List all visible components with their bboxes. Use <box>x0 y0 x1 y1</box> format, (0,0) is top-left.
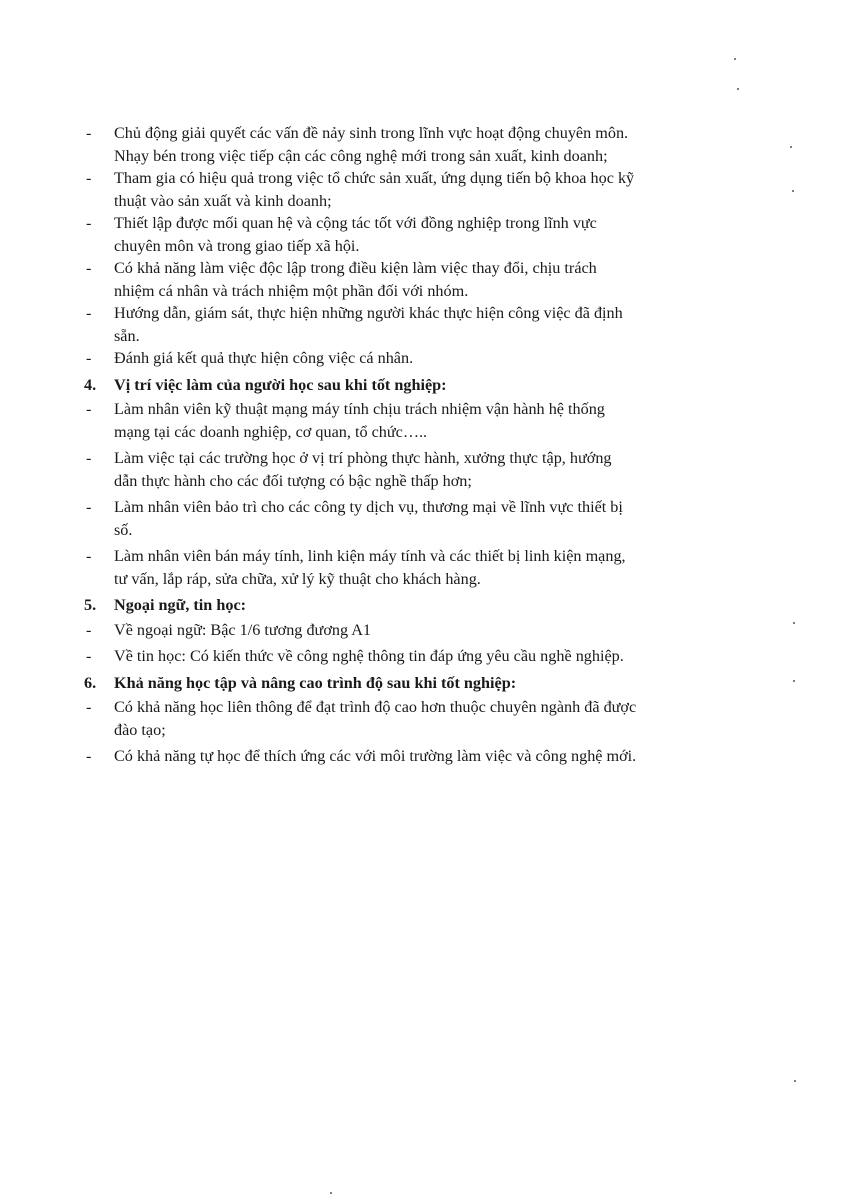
list-item <box>84 696 724 741</box>
section-number: 4. <box>84 375 97 394</box>
item-line: Nhạy bén trong việc tiếp cận các công nghệ mới trong sản xuất, kinh doanh; <box>114 146 608 165</box>
bullet-dash: - <box>86 214 92 232</box>
section-heading <box>84 672 724 695</box>
item-line: nhiệm cá nhân và trách nhiệm một phần đối với nhóm. <box>114 281 469 300</box>
item-line: sẵn. <box>114 326 140 345</box>
section-heading <box>84 374 724 397</box>
item-line: dẫn thực hành cho các đối tượng có bậc nghề thấp hơn; <box>114 471 472 490</box>
bullet-dash: - <box>86 498 92 516</box>
list-item <box>84 347 724 370</box>
bullet-dash: - <box>86 349 92 367</box>
item-line: Về ngoại ngữ: Bậc 1/6 tương đương A1 <box>114 620 371 639</box>
list-item <box>84 545 724 590</box>
bullet-dash: - <box>86 259 92 277</box>
list-item <box>84 257 724 302</box>
list-item <box>84 619 724 642</box>
section-title: Ngoại ngữ, tin học: <box>114 596 247 614</box>
item-line: Làm nhân viên bảo trì cho các công ty dịch vụ, thương mại về lĩnh vực thiết bị <box>114 498 623 516</box>
scan-speck <box>330 1192 332 1194</box>
item-line: Làm nhân viên bán máy tính, linh kiện máy tính và các thiết bị linh kiện mạng, <box>114 547 626 565</box>
item-line: Chủ động giải quyết các vấn đề nảy sinh trong lĩnh vực hoạt động chuyên môn. <box>114 124 629 142</box>
bullet-dash: - <box>86 304 92 322</box>
section-heading <box>84 594 724 617</box>
list-item <box>84 745 724 768</box>
document-body <box>84 122 724 768</box>
item-line: thuật vào sản xuất và kinh doanh; <box>114 191 332 210</box>
item-line: Tham gia có hiệu quả trong việc tổ chức sản xuất, ứng dụng tiến bộ khoa học kỹ <box>114 169 635 187</box>
item-line: Làm việc tại các trường học ở vị trí phòng thực hành, xưởng thực tập, hướng <box>114 449 612 467</box>
bullet-dash: - <box>86 698 92 716</box>
list-item <box>84 302 724 347</box>
bullet-dash: - <box>86 124 92 142</box>
list-item <box>84 645 724 668</box>
item-line: Hướng dẫn, giám sát, thực hiện những người khác thực hiện công việc đã định <box>114 304 623 322</box>
scan-speck <box>790 146 792 148</box>
item-line: Đánh giá kết quả thực hiện công việc cá nhân. <box>114 349 414 367</box>
bullet-dash: - <box>86 647 92 665</box>
item-line: tư vấn, lắp ráp, sửa chữa, xử lý kỹ thuật cho khách hàng. <box>114 569 481 588</box>
item-line: đào tạo; <box>114 720 166 739</box>
scan-speck <box>793 622 795 624</box>
item-line: số. <box>114 520 133 539</box>
item-line: Có khả năng làm việc độc lập trong điều kiện làm việc thay đổi, chịu trách <box>114 259 597 277</box>
item-line: Có khả năng học liên thông để đạt trình độ cao hơn thuộc chuyên ngành đã được <box>114 698 637 716</box>
bullet-dash: - <box>86 400 92 418</box>
bullet-dash: - <box>86 747 92 765</box>
item-line: chuyên môn và trong giao tiếp xã hội. <box>114 236 360 255</box>
item-line: mạng tại các doanh nghiệp, cơ quan, tổ chức….. <box>114 422 428 441</box>
list-item <box>84 122 724 167</box>
scan-speck <box>793 680 795 682</box>
bullet-dash: - <box>86 449 92 467</box>
bullet-dash: - <box>86 620 92 639</box>
scan-speck <box>792 190 794 192</box>
item-line: Về tin học: Có kiến thức về công nghệ thông tin đáp ứng yêu cầu nghề nghiệp. <box>114 647 624 665</box>
section-number: 5. <box>84 596 97 614</box>
list-item <box>84 496 724 541</box>
section-title: Khả năng học tập và nâng cao trình độ sau khi tốt nghiệp: <box>114 673 517 692</box>
list-item <box>84 167 724 212</box>
item-line: Thiết lập được mối quan hệ và cộng tác tốt với đồng nghiệp trong lĩnh vực <box>114 214 597 232</box>
item-line: Làm nhân viên kỹ thuật mạng máy tính chịu trách nhiệm vận hành hệ thống <box>114 400 605 418</box>
section-number: 6. <box>84 673 97 692</box>
scan-speck <box>734 58 736 60</box>
scan-speck <box>794 1080 796 1082</box>
scan-speck <box>737 88 739 90</box>
list-item <box>84 398 724 443</box>
bullet-dash: - <box>86 169 92 187</box>
item-line: Có khả năng tự học để thích ứng các với môi trường làm việc và công nghệ mới. <box>114 747 637 765</box>
list-item <box>84 447 724 492</box>
list-item <box>84 212 724 257</box>
bullet-dash: - <box>86 547 92 565</box>
section-title: Vị trí việc làm của người học sau khi tốt nghiệp: <box>114 375 447 394</box>
